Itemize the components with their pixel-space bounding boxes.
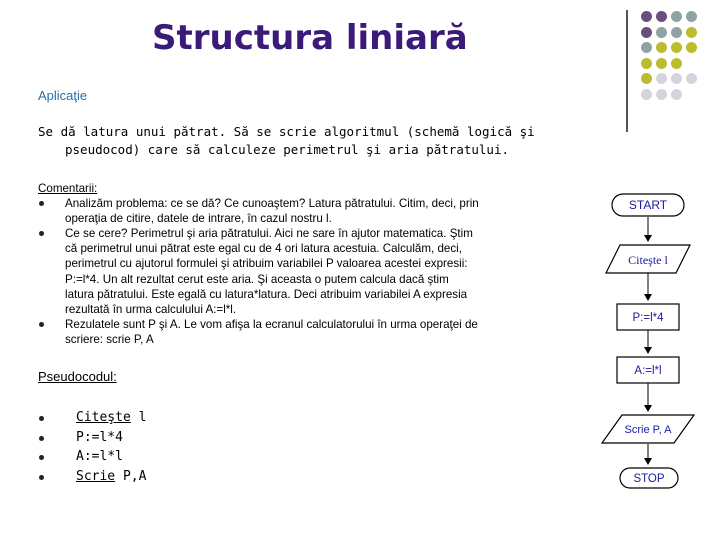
pseudocode-keyword: Scrie	[76, 468, 116, 484]
write-output-label: Scrie P, A	[624, 424, 672, 436]
stop-label: STOP	[633, 473, 665, 485]
comment-line: Ce se cere? Perimetrul şi aria pătratului. Aici ne sare în ajutor matematica. Ştim	[65, 227, 473, 241]
start-label: START	[628, 198, 668, 212]
assign-a-label: A:=l*l	[634, 365, 662, 377]
comment-line: latura pătratului. Este egală cu latura*latura. Deci atribuim variabilei A expresia	[65, 287, 468, 301]
comment-line: rezultată în urma calculului A:=l*l.	[65, 302, 237, 316]
pseudocode-heading: Pseudocodul:	[38, 369, 117, 384]
comment-line: că perimetrul unui pătrat este egal cu de 4 ori latura acestuia. Calculăm, deci,	[65, 242, 462, 256]
comments-heading: Comentarii:	[38, 182, 98, 195]
comment-line: operaţia de citire, datele de intrare, în cazul nostru l.	[65, 212, 332, 226]
pseudocode-text: P,A	[115, 468, 147, 484]
pseudocode-keyword: Citeşte	[76, 410, 131, 425]
comment-line: scriere: scrie P, A	[65, 332, 154, 346]
comment-line: perimetrul cu ajutorul formulei şi atribuim variabilei P valoarea acestei expresii:	[65, 257, 468, 271]
page-title: Structura liniară	[152, 18, 468, 58]
pseudocode-text: l	[130, 410, 147, 425]
comment-line: P:=l*4. Un alt rezultat cerut este aria. Şi aceasta o putem calcula dacă ştim	[65, 272, 449, 286]
pseudocode-text: P:=l*4	[76, 429, 123, 445]
problem-line: Se dă latura unui pătrat. Să se scrie algoritmul (schemă logică şi	[38, 124, 535, 139]
comment-line: Analizăm problema: ce se dă? Ce cunoaştem? Latura pătratului. Citim, deci, prin	[65, 197, 479, 211]
comment-line: Rezulatele sunt P şi A. Le vom afişa la ecranul calculatorului în urma operaţei de	[65, 317, 478, 331]
problem-line: pseudocod) care să calculeze perimetrul şi aria pătratului.	[65, 142, 510, 157]
read-input-label: Citeşte l	[628, 253, 668, 267]
pseudocode-text: A:=l*l	[76, 449, 123, 464]
subtitle: Aplicaţie	[38, 88, 88, 103]
assign-p-label: P:=l*4	[632, 312, 664, 324]
